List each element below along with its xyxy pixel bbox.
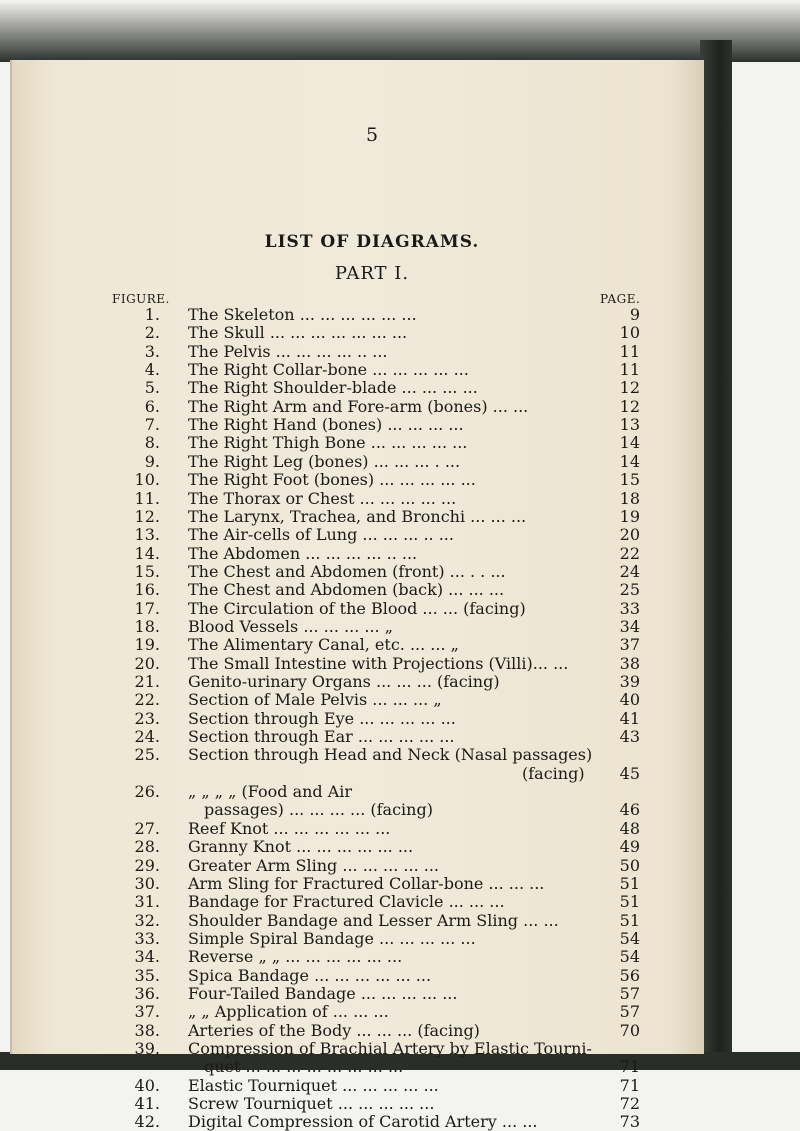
figure-page: 50 <box>619 855 640 875</box>
figure-title: Arteries of the Body ... ... ... (facing) <box>188 1020 480 1040</box>
figure-title: The Abdomen ... ... ... ... .. ... <box>188 543 418 563</box>
figure-number: 38. <box>134 1020 160 1040</box>
figure-number: 1. <box>144 305 160 324</box>
figure-number: 36. <box>134 983 160 1003</box>
figure-number: 17. <box>134 598 160 618</box>
figure-number: 13. <box>134 525 160 545</box>
figure-title: The Chest and Abdomen (front) ... . . ... <box>188 561 506 581</box>
figure-column-header: FIGURE. <box>112 292 170 306</box>
figure-title: Compression of Brachial Artery by Elastic Tourni- <box>188 1039 592 1058</box>
figure-page: 11 <box>619 360 640 380</box>
figure-title: Section through Head and Neck (Nasal passages) <box>188 745 593 765</box>
figure-page: 34 <box>619 616 640 636</box>
figure-page: 13 <box>619 415 640 435</box>
figure-title: Reef Knot ... ... ... ... ... ... <box>188 818 391 838</box>
figure-title: The Circulation of the Blood ... ... (facing) <box>188 598 526 618</box>
figure-title: Spica Bandage ... ... ... ... ... ... <box>188 965 432 985</box>
figure-number: 31. <box>134 892 160 912</box>
figure-number: 5. <box>144 378 160 398</box>
continuation-text: (facing) <box>522 763 585 783</box>
figure-title: The Skeleton ... ... ... ... ... ... <box>188 305 417 324</box>
figure-number: 4. <box>144 360 160 380</box>
figure-title: Digital Compression of Carotid Artery ... ... <box>188 1112 538 1131</box>
figure-title: Reverse „ „ ... ... ... ... ... ... <box>188 947 403 967</box>
figure-page: 39 <box>619 672 640 691</box>
figure-number: 23. <box>134 708 160 728</box>
figure-page: 54 <box>619 947 640 967</box>
figure-page: 18 <box>619 488 640 508</box>
figure-title: Section through Ear ... ... ... ... ... <box>188 727 455 747</box>
figure-number: 2. <box>144 323 160 343</box>
figure-page: 14 <box>619 451 640 471</box>
figure-title: Elastic Tourniquet ... ... ... ... ... <box>188 1075 439 1095</box>
figure-page: 46 <box>619 800 640 820</box>
figure-page: 71 <box>619 1057 640 1077</box>
figure-title: Genito-urinary Organs ... ... ... (facing) <box>188 672 500 691</box>
figure-number: 22. <box>134 690 160 710</box>
figure-number: 7. <box>144 415 160 435</box>
figure-title: The Right Arm and Fore-arm (bones) ... ... <box>188 396 529 416</box>
figure-number: 28. <box>134 837 160 857</box>
figure-number: 40. <box>134 1075 160 1095</box>
part-heading: PART I. <box>334 263 410 284</box>
figure-title: Arm Sling for Fractured Collar-bone ... ... ... <box>188 873 545 893</box>
page-column-header: PAGE. <box>600 292 641 306</box>
figure-title: Shoulder Bandage and Lesser Arm Sling ... ... <box>188 910 559 930</box>
figure-page: 12 <box>619 378 640 398</box>
figure-number: 14. <box>134 543 160 563</box>
figure-number: 41. <box>134 1094 160 1114</box>
figure-page: 72 <box>619 1094 640 1114</box>
figure-number: 24. <box>134 727 160 747</box>
figure-title: The Right Foot (bones) ... ... ... ... ... <box>188 470 476 490</box>
figure-number: 3. <box>144 341 160 361</box>
figure-title: Bandage for Fractured Clavicle ... ... ... <box>188 892 505 912</box>
figure-title: The Right Collar-bone ... ... ... ... ... <box>188 360 469 380</box>
figure-page: 19 <box>619 506 640 526</box>
figure-page: 43 <box>619 727 640 747</box>
figure-title: The Larynx, Trachea, and Bronchi ... ... ... <box>188 506 527 526</box>
figure-page: 54 <box>619 928 640 948</box>
figure-title: The Thorax or Chest ... ... ... ... ... <box>188 488 457 508</box>
figure-page: 51 <box>619 910 640 930</box>
continuation-text: passages) ... ... ... ... (facing) <box>204 800 433 820</box>
figure-number: 15. <box>134 561 160 581</box>
figure-page: 10 <box>619 323 640 343</box>
figure-title: Section of Male Pelvis ... ... ... „ <box>188 690 442 710</box>
figure-title: The Right Thigh Bone ... ... ... ... ... <box>188 433 468 453</box>
figure-number: 20. <box>134 653 160 673</box>
figure-page: 14 <box>619 433 640 453</box>
page-number: 5 <box>365 124 379 146</box>
figure-number: 42. <box>134 1112 160 1131</box>
figure-title: The Alimentary Canal, etc. ... ... „ <box>188 635 459 655</box>
figure-page: 57 <box>619 983 640 1003</box>
figure-title: „ „ Application of ... ... ... <box>188 1002 389 1022</box>
figure-number: 25. <box>134 745 160 765</box>
figure-number: 30. <box>134 873 160 893</box>
figure-number: 6. <box>144 396 160 416</box>
figure-number: 12. <box>134 506 160 526</box>
figure-page: 70 <box>619 1020 640 1040</box>
figure-number: 32. <box>134 910 160 930</box>
figure-title: The Pelvis ... ... ... ... .. ... <box>188 341 388 361</box>
figure-page: 71 <box>619 1075 640 1095</box>
book-page <box>10 60 704 1131</box>
figure-page: 45 <box>619 763 640 783</box>
figure-title: „ „ „ „ (Food and Air <box>188 782 353 802</box>
book-cover-top <box>0 0 800 62</box>
figure-title: The Air-cells of Lung ... ... ... .. ... <box>188 525 454 545</box>
figure-number: 8. <box>144 433 160 453</box>
figure-number: 11. <box>134 488 160 508</box>
figure-title: Screw Tourniquet ... ... ... ... ... <box>188 1094 435 1114</box>
figure-page: 56 <box>619 965 640 985</box>
figure-title: Greater Arm Sling ... ... ... ... ... <box>188 855 439 875</box>
figure-title: The Right Leg (bones) ... ... ... . ... <box>188 451 461 471</box>
figure-number: 21. <box>134 672 160 691</box>
figure-page: 33 <box>619 598 640 618</box>
figure-title: Simple Spiral Bandage ... ... ... ... ... <box>188 928 476 948</box>
figure-page: 40 <box>619 690 640 710</box>
figure-number: 27. <box>134 818 160 838</box>
continuation-text: quet ... ... ... ... ... ... ... ... <box>204 1057 404 1077</box>
figure-page: 57 <box>619 1002 640 1022</box>
figure-title: Four-Tailed Bandage ... ... ... ... ... <box>188 983 458 1003</box>
figure-title: Blood Vessels ... ... ... ... „ <box>188 616 393 636</box>
figure-page: 24 <box>619 561 640 581</box>
figure-page: 51 <box>619 892 640 912</box>
figure-page: 73 <box>619 1112 640 1131</box>
figure-title: Granny Knot ... ... ... ... ... ... <box>188 837 414 857</box>
figure-number: 35. <box>134 965 160 985</box>
figure-page: 38 <box>619 653 640 673</box>
figure-page: 48 <box>619 818 640 838</box>
figure-number: 37. <box>134 1002 160 1022</box>
figure-page: 22 <box>619 543 640 563</box>
figure-number: 16. <box>134 580 160 600</box>
figure-number: 26. <box>134 782 160 802</box>
figure-title: The Chest and Abdomen (back) ... ... ... <box>188 580 505 600</box>
figure-number: 18. <box>134 616 160 636</box>
figure-page: 12 <box>619 396 640 416</box>
figure-number: 29. <box>134 855 160 875</box>
figure-page: 51 <box>619 873 640 893</box>
figure-number: 33. <box>134 928 160 948</box>
figure-number: 34. <box>134 947 160 967</box>
figure-page: 15 <box>619 470 640 490</box>
figure-number: 10. <box>134 470 160 490</box>
figure-page: 11 <box>619 341 640 361</box>
figure-title: The Right Shoulder-blade ... ... ... ... <box>188 378 478 398</box>
figure-page: 37 <box>619 635 640 655</box>
figure-page: 49 <box>619 837 640 857</box>
figure-title: The Small Intestine with Projections (Villi)... ... <box>188 653 569 673</box>
book-cover-spine-edge <box>700 40 732 1076</box>
figure-page: 25 <box>619 580 640 600</box>
figure-title: Section through Eye ... ... ... ... ... <box>188 708 456 728</box>
figure-number: 39. <box>134 1039 160 1058</box>
figure-number: 19. <box>134 635 160 655</box>
figure-title: The Right Hand (bones) ... ... ... ... <box>188 415 464 435</box>
figure-page: 9 <box>629 305 640 324</box>
figure-number: 9. <box>144 451 160 471</box>
figure-page: 41 <box>619 708 640 728</box>
figure-page: 20 <box>619 525 640 545</box>
list-heading: LIST OF DIAGRAMS. <box>264 232 480 252</box>
figure-title: The Skull ... ... ... ... ... ... ... <box>188 323 408 343</box>
